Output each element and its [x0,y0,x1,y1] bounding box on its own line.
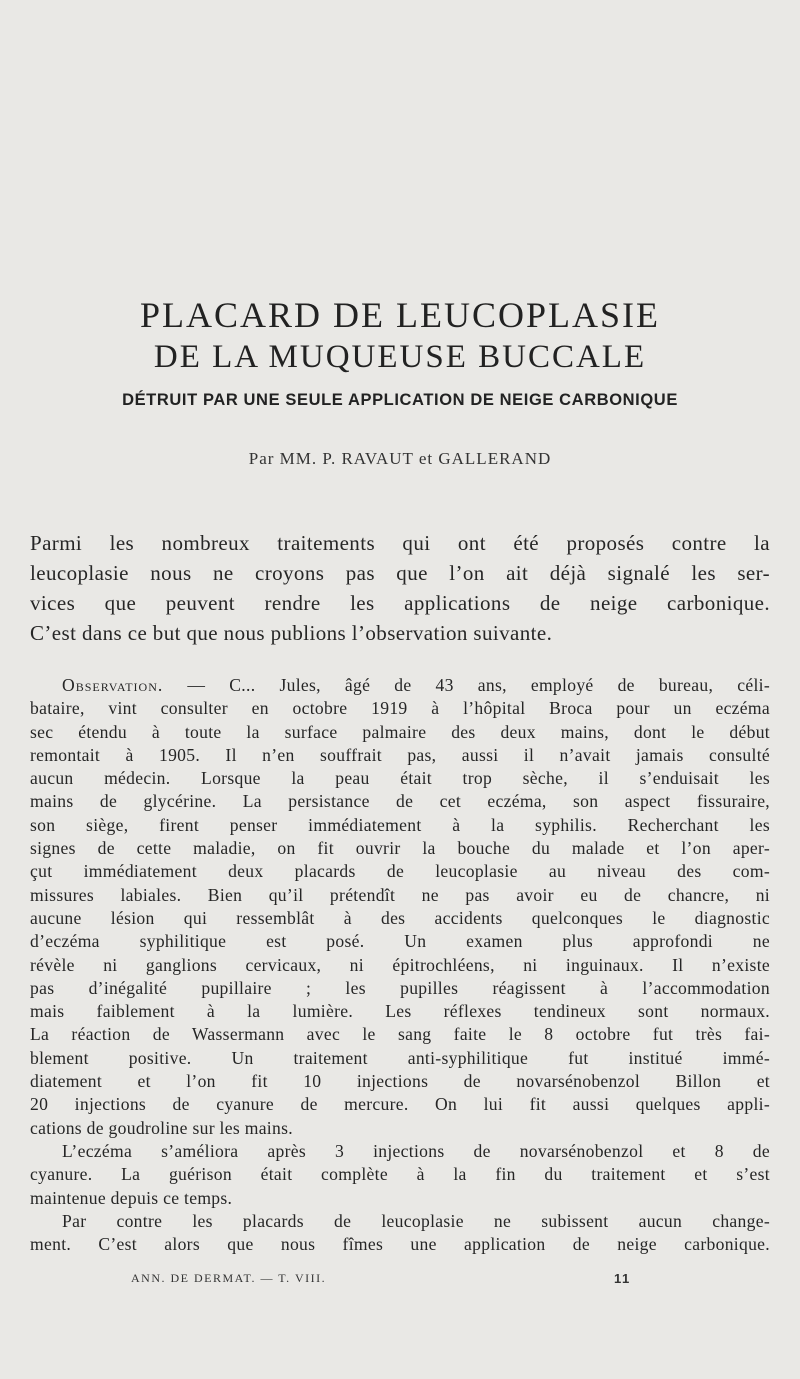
text-line: Parmi les nombreux traitements qui ont été proposés contre la [30,531,770,555]
article-authors: Par MM. P. RAVAUT et GALLERAND [248,449,552,468]
intro-paragraph [30,528,770,648]
text-line: L’eczéma s’améliora après 3 injections de novarsénobenzol et 8 de [62,1140,770,1161]
text-line: remontait à 1905. Il n’en souffrait pas, aussi il n’avait jamais consulté [30,744,770,765]
article-title-line-1: PLACARD DE LEUCOPLASIE [139,295,660,335]
text-line: diatement et l’on fit 10 injections de novarsénobenzol Billon et [30,1071,770,1092]
text-line: mais faiblement à la lumière. Les réflexes tendineux sont normaux. [30,1001,770,1022]
text-line: maintenue depuis ce temps. [30,1187,233,1208]
text-line: ment. C’est alors que nous fîmes une application de neige carbonique. [30,1234,770,1255]
observation-first-line [30,674,770,697]
text-line: révèle ni ganglions cervicaux, ni épitrochléens, ni inguinaux. Il n’existe [30,954,770,975]
article-subtitle: DÉTRUIT PAR UNE SEULE APPLICATION DE NEIGE CARBONIQUE [122,391,678,409]
text-line: leucoplasie nous ne croyons pas que l’on ait déjà signalé les ser- [30,561,770,585]
text-line: Par contre les placards de leucoplasie ne subissent aucun change- [62,1210,770,1231]
text-line: missures labiales. Bien qu’il prétendît ne pas avoir eu de chancre, ni [30,884,770,905]
text-line: bataire, vint consulter en octobre 1919 à l’hôpital Broca pour un eczéma [30,698,770,719]
observation-first-line-text: — C... Jules, âgé de 43 ans, employé de bureau, céli- [163,675,770,695]
observation-label: Observation. [62,675,164,695]
text-line: pas d’inégalité pupillaire ; les pupilles réagissent à l’accommodation [30,977,770,998]
text-line: cations de goudroline sur les mains. [30,1117,293,1138]
text-line: d’eczéma syphilitique est posé. Un examen plus approfondi ne [30,931,770,952]
journal-reference: ANN. DE DERMAT. — T. VIII. [131,1271,327,1285]
text-line: 20 injections de cyanure de mercure. On lui fit aussi quelques appli- [30,1094,770,1115]
observation-section [30,674,770,1256]
text-line: aucune lésion qui ressemblât à des accidents quelconques le diagnostic [30,907,770,928]
text-line: çut immédiatement deux placards de leucoplasie au niveau des com- [30,861,770,882]
text-line: cyanure. La guérison était complète à la fin du traitement et s’est [30,1164,770,1185]
text-line: vices que peuvent rendre les applications de neige carbonique. [30,591,770,615]
text-line: signes de cette maladie, on fit ouvrir la bouche du malade et l’on aper- [30,838,770,859]
page-number: 11 [614,1271,631,1286]
text-line: mains de glycérine. La persistance de cet eczéma, son aspect fissuraire, [30,791,770,812]
text-line: blement positive. Un traitement anti-syphilitique fut institué immé- [30,1047,770,1068]
text-line: C’est dans ce but que nous publions l’observation suivante. [30,621,553,645]
text-line: son siège, firent penser immédiatement à la syphilis. Recherchant les [30,814,770,835]
article-title-line-2: DE LA MUQUEUSE BUCCALE [153,339,647,375]
text-line: La réaction de Wassermann avec le sang faite le 8 octobre fut très fai- [30,1024,770,1045]
text-line: aucun médecin. Lorsque la peau était trop sèche, il s’enduisait les [30,768,770,789]
text-line: sec étendu à toute la surface palmaire des deux mains, dont le début [30,721,770,742]
